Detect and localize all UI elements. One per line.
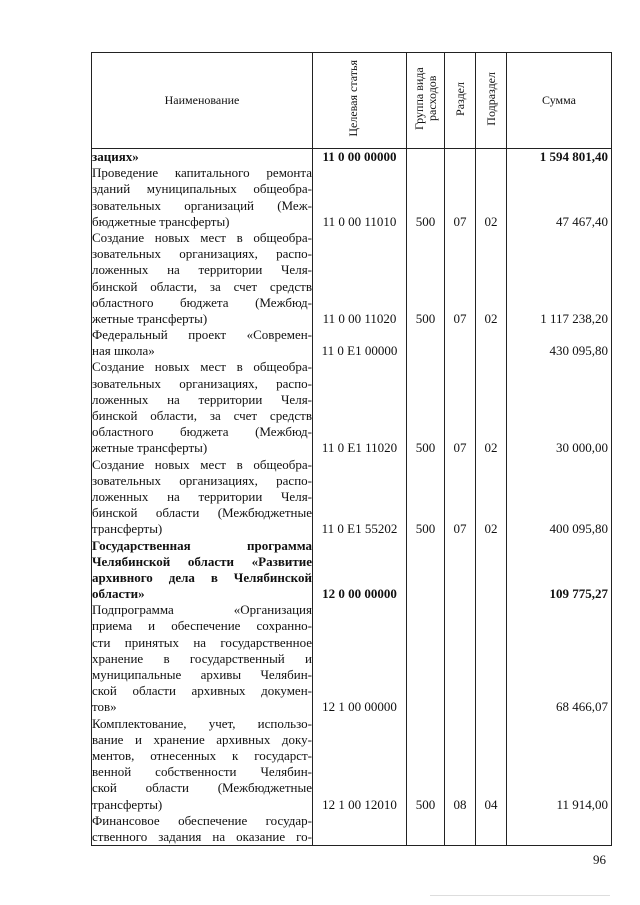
group-cell-empty (407, 262, 444, 278)
target-cell-empty (313, 618, 406, 634)
group-cell-empty (407, 376, 444, 392)
subsection-cell-empty (476, 198, 506, 214)
sum-cell-empty (507, 473, 611, 489)
name-line: Челябинской области «Развитие (92, 553, 312, 569)
sum-cell-empty (507, 424, 611, 440)
sum-cell-empty (507, 505, 611, 521)
name-line: области» (92, 586, 145, 602)
name-line: жетные трансферты) (92, 310, 208, 326)
section-cell-empty (445, 262, 475, 278)
target-cell-empty (313, 359, 406, 375)
name-line: ской области архивных докумен- (92, 683, 312, 699)
group-cell-empty (407, 408, 444, 424)
section-cell-empty (445, 392, 475, 408)
target-cell-empty (313, 813, 406, 829)
sum-cell-empty (507, 780, 611, 796)
group-cell-empty (407, 667, 444, 683)
sum-cell-empty (507, 813, 611, 829)
group-cell-empty (407, 732, 444, 748)
name-line: Создание новых мест в общеобра- (92, 229, 312, 245)
sum-cell-empty (507, 376, 611, 392)
target-cell-empty (313, 424, 406, 440)
header-name: Наименование (92, 53, 313, 149)
target-cell: 11 0 E1 55202 (321, 521, 398, 537)
subsection-cell-empty (476, 651, 506, 667)
name-line: Создание новых мест в общеобра- (92, 359, 312, 375)
sum-cell: 1 117 238,20 (540, 310, 608, 326)
sum-column (507, 149, 612, 846)
name-line: жетные трансферты) (92, 440, 208, 456)
group-cell: 500 (415, 440, 436, 456)
section-cell-empty (445, 327, 475, 343)
section-cell-empty (445, 667, 475, 683)
group-cell-empty (407, 424, 444, 440)
sum-cell-empty (507, 359, 611, 375)
subsection-cell-empty (476, 748, 506, 764)
group-cell (407, 343, 444, 359)
sum-cell-empty (507, 554, 611, 570)
name-line: зовательных организациях, распо- (92, 246, 312, 262)
subsection-cell-empty (476, 424, 506, 440)
target-cell-empty (313, 683, 406, 699)
subsection-cell-empty (476, 570, 506, 586)
section-cell-empty (445, 279, 475, 295)
subsection-cell: 02 (484, 310, 498, 326)
group-cell-empty (407, 683, 444, 699)
header-subsection (476, 53, 507, 149)
sum-cell-empty (507, 295, 611, 311)
section-cell-empty (445, 570, 475, 586)
target-cell: 11 0 00 11020 (322, 310, 397, 326)
header-section (445, 53, 476, 149)
sum-cell-empty (507, 635, 611, 651)
section-cell-empty (445, 764, 475, 780)
name-line: ложенных на территории Челя- (92, 391, 312, 407)
subsection-cell: 04 (484, 796, 498, 812)
target-article-column (313, 149, 407, 846)
subsection-column (476, 149, 507, 846)
group-cell-empty (407, 505, 444, 521)
group-cell-empty (407, 359, 444, 375)
section-cell: 07 (453, 521, 467, 537)
sum-cell-empty (507, 748, 611, 764)
subsection-cell-empty (476, 359, 506, 375)
footer-divider (430, 895, 610, 896)
subsection-cell-empty (476, 716, 506, 732)
name-line: ложенных на территории Челя- (92, 262, 312, 278)
sum-cell-empty (507, 538, 611, 554)
subsection-cell-empty (476, 408, 506, 424)
subsection-cell-empty (476, 505, 506, 521)
name-line: Создание новых мест в общеобра- (92, 456, 312, 472)
sum-cell-empty (507, 764, 611, 780)
sum-cell-empty (507, 181, 611, 197)
header-subsection-label: Подраздел (483, 71, 498, 126)
group-cell (407, 149, 444, 165)
sum-cell-empty (507, 230, 611, 246)
subsection-cell-empty (476, 732, 506, 748)
target-cell-empty (313, 165, 406, 181)
section-column (445, 149, 476, 846)
name-line: бинской области (Межбюджетные (92, 505, 312, 521)
name-line: Государственная программа (92, 537, 312, 553)
subsection-cell-empty (476, 392, 506, 408)
section-cell-empty (445, 376, 475, 392)
subsection-cell-empty (476, 538, 506, 554)
target-cell-empty (313, 570, 406, 586)
target-cell-empty (313, 764, 406, 780)
sum-cell: 430 095,80 (549, 343, 608, 359)
name-line: тов» (92, 699, 117, 715)
sum-cell-empty (507, 829, 611, 845)
section-cell-empty (445, 716, 475, 732)
sum-cell-empty (507, 651, 611, 667)
section-cell-empty (445, 813, 475, 829)
sum-cell: 1 594 801,40 (539, 149, 608, 164)
group-cell-empty (407, 327, 444, 343)
header-sum: Сумма (507, 53, 612, 149)
group-cell-empty (407, 813, 444, 829)
expense-group-column (407, 149, 445, 846)
target-cell: 11 0 E1 11020 (321, 440, 398, 456)
header-expense-group (407, 53, 445, 149)
section-cell-empty (445, 246, 475, 262)
subsection-cell-empty (476, 262, 506, 278)
group-cell-empty (407, 538, 444, 554)
group-cell: 500 (415, 796, 436, 812)
section-cell-empty (445, 198, 475, 214)
name-line: вание и хранение архивных доку- (92, 731, 312, 747)
section-cell-empty (445, 683, 475, 699)
sum-cell: 68 466,07 (556, 699, 608, 715)
name-line: Федеральный проект «Современ- (92, 327, 312, 343)
section-cell: 07 (453, 213, 467, 229)
sum-cell-empty (507, 457, 611, 473)
section-cell-empty (445, 489, 475, 505)
sum-cell-empty (507, 392, 611, 408)
target-cell-empty (313, 780, 406, 796)
group-cell-empty (407, 570, 444, 586)
target-cell-empty (313, 554, 406, 570)
sum-cell-empty (507, 732, 611, 748)
target-cell-empty (313, 538, 406, 554)
section-cell-empty (445, 651, 475, 667)
subsection-cell-empty (476, 376, 506, 392)
section-cell (445, 699, 475, 715)
section-cell-empty (445, 473, 475, 489)
name-line: ная школа» (92, 343, 155, 359)
section-cell-empty (445, 618, 475, 634)
target-cell: 12 0 00 00000 (322, 586, 397, 602)
name-line: Подпрограмма «Организация (92, 602, 312, 618)
group-cell-empty (407, 489, 444, 505)
group-cell (407, 699, 444, 715)
name-column (92, 149, 313, 846)
subsection-cell-empty (476, 181, 506, 197)
section-cell-empty (445, 457, 475, 473)
section-cell-empty (445, 748, 475, 764)
subsection-cell-empty (476, 829, 506, 845)
name-line: ственного задания на оказание го- (92, 828, 312, 844)
name-line: зовательных организациях, распо- (92, 472, 312, 488)
target-cell-empty (313, 667, 406, 683)
header-target-article (313, 53, 407, 149)
section-cell-empty (445, 408, 475, 424)
sum-cell-empty (507, 262, 611, 278)
section-cell-empty (445, 424, 475, 440)
subsection-cell-empty (476, 473, 506, 489)
group-cell-empty (407, 635, 444, 651)
section-cell-empty (445, 181, 475, 197)
target-cell-empty (313, 408, 406, 424)
name-line: муниципальные архивы Челябин- (92, 667, 312, 682)
group-cell-empty (407, 618, 444, 634)
group-cell-empty (407, 748, 444, 764)
sum-cell: 109 775,27 (549, 586, 608, 602)
name-line: трансферты) (92, 796, 163, 812)
subsection-cell-empty (476, 246, 506, 262)
name-line: областного бюджета (Межбюд- (92, 294, 312, 310)
group-cell-empty (407, 279, 444, 295)
group-cell-empty (407, 764, 444, 780)
section-cell: 08 (453, 796, 467, 812)
subsection-cell-empty (476, 667, 506, 683)
target-cell-empty (313, 732, 406, 748)
name-line: архивного дела в Челябинской (92, 569, 312, 585)
sum-cell-empty (507, 246, 611, 262)
target-cell: 12 1 00 12010 (322, 796, 397, 812)
section-cell-empty (445, 230, 475, 246)
sum-cell: 47 467,40 (556, 213, 608, 229)
name-line: бюджетные трансферты) (92, 213, 230, 229)
subsection-cell (476, 699, 506, 715)
subsection-cell-empty (476, 618, 506, 634)
table-header-row (92, 53, 612, 149)
subsection-cell: 02 (484, 521, 498, 537)
group-cell-empty (407, 181, 444, 197)
sum-cell-empty (507, 667, 611, 683)
target-cell-empty (313, 392, 406, 408)
group-cell-empty (407, 246, 444, 262)
target-cell: 11 0 00 11010 (322, 213, 397, 229)
name-line: областного бюджета (Межбюд- (92, 424, 312, 440)
group-cell-empty (407, 829, 444, 845)
subsection-cell-empty (476, 457, 506, 473)
section-cell-empty (445, 635, 475, 651)
target-cell-empty (313, 457, 406, 473)
sum-cell-empty (507, 683, 611, 699)
subsection-cell-empty (476, 295, 506, 311)
target-cell-empty (313, 635, 406, 651)
section-cell-empty (445, 829, 475, 845)
name-line: зациях» (92, 149, 139, 164)
group-cell-empty (407, 554, 444, 570)
group-cell-empty (407, 473, 444, 489)
target-cell-empty (313, 295, 406, 311)
group-cell-empty (407, 295, 444, 311)
sum-cell-empty (507, 408, 611, 424)
name-line: Проведение капитального ремонта (92, 165, 312, 181)
sum-cell-empty (507, 602, 611, 618)
sum-cell: 11 914,00 (556, 796, 608, 812)
section-cell-empty (445, 359, 475, 375)
group-cell-empty (407, 602, 444, 618)
subsection-cell-empty (476, 554, 506, 570)
subsection-cell: 02 (484, 440, 498, 456)
group-cell-empty (407, 651, 444, 667)
target-cell: 12 1 00 00000 (322, 699, 397, 715)
header-section-label: Раздел (452, 81, 467, 116)
group-cell-empty (407, 230, 444, 246)
target-cell-empty (313, 505, 406, 521)
subsection-cell-empty (476, 764, 506, 780)
subsection-cell-empty (476, 780, 506, 796)
section-cell (445, 586, 475, 602)
group-cell: 500 (415, 310, 436, 326)
name-line: трансферты) (92, 521, 163, 537)
header-expense-group-label: Группа вида расходов (411, 67, 439, 130)
page-number: 96 (593, 852, 606, 867)
group-cell: 500 (415, 521, 436, 537)
target-cell-empty (313, 246, 406, 262)
subsection-cell (476, 586, 506, 602)
name-line: зданий муниципальных общеобра- (92, 181, 312, 197)
section-cell-empty (445, 505, 475, 521)
target-cell-empty (313, 602, 406, 618)
section-cell: 07 (453, 310, 467, 326)
target-cell-empty (313, 829, 406, 845)
target-cell-empty (313, 376, 406, 392)
sum-cell: 30 000,00 (556, 440, 608, 456)
subsection-cell: 02 (484, 213, 498, 229)
sum-cell-empty (507, 489, 611, 505)
subsection-cell-empty (476, 489, 506, 505)
header-target-article-label: Целевая статья (345, 60, 360, 137)
group-cell-empty (407, 198, 444, 214)
sum-cell-empty (507, 198, 611, 214)
section-cell-empty (445, 538, 475, 554)
sum-cell-empty (507, 716, 611, 732)
group-cell (407, 586, 444, 602)
subsection-cell (476, 149, 506, 165)
name-line: Финансовое обеспечение государ- (92, 812, 312, 828)
section-cell-empty (445, 732, 475, 748)
sum-cell-empty (507, 618, 611, 634)
section-cell (445, 149, 475, 165)
subsection-cell-empty (476, 279, 506, 295)
target-cell-empty (313, 262, 406, 278)
group-cell-empty (407, 392, 444, 408)
section-cell-empty (445, 602, 475, 618)
budget-table (91, 52, 612, 846)
target-cell: 11 0 00 00000 (322, 149, 397, 164)
target-cell-empty (313, 279, 406, 295)
sum-cell-empty (507, 327, 611, 343)
subsection-cell-empty (476, 327, 506, 343)
sum-cell-empty (507, 570, 611, 586)
section-cell: 07 (453, 440, 467, 456)
target-cell-empty (313, 198, 406, 214)
section-cell-empty (445, 780, 475, 796)
section-cell-empty (445, 554, 475, 570)
target-cell-empty (313, 748, 406, 764)
table-body-row (92, 149, 612, 846)
subsection-cell-empty (476, 635, 506, 651)
group-cell: 500 (415, 213, 436, 229)
target-cell: 11 0 E1 00000 (321, 343, 398, 359)
name-line: ментов, отнесенных к государст- (92, 747, 312, 763)
section-cell-empty (445, 295, 475, 311)
sum-cell-empty (507, 165, 611, 181)
target-cell-empty (313, 181, 406, 197)
name-line: зовательных организациях, распо- (92, 375, 312, 391)
subsection-cell-empty (476, 230, 506, 246)
name-line: сти принятых на государственное (92, 634, 312, 650)
name-line: Комплектование, учет, использо- (92, 715, 312, 731)
group-cell-empty (407, 165, 444, 181)
target-cell-empty (313, 327, 406, 343)
subsection-cell-empty (476, 165, 506, 181)
subsection-cell-empty (476, 683, 506, 699)
name-line: приема и обеспечение сохранно- (92, 618, 312, 634)
group-cell-empty (407, 716, 444, 732)
target-cell-empty (313, 716, 406, 732)
subsection-cell-empty (476, 602, 506, 618)
group-cell-empty (407, 457, 444, 473)
target-cell-empty (313, 489, 406, 505)
name-line: венной собственности Челябин- (92, 764, 312, 780)
target-cell-empty (313, 230, 406, 246)
name-line: зовательных организаций (Меж- (92, 197, 312, 213)
subsection-cell (476, 343, 506, 359)
name-line: хранение в государственный и (92, 650, 312, 666)
group-cell-empty (407, 780, 444, 796)
sum-cell: 400 095,80 (549, 521, 608, 537)
section-cell-empty (445, 165, 475, 181)
name-line: бинской области, за счет средств (92, 278, 312, 294)
subsection-cell-empty (476, 813, 506, 829)
target-cell-empty (313, 651, 406, 667)
target-cell-empty (313, 473, 406, 489)
name-line: ской области (Межбюджетные (92, 780, 312, 796)
name-line: бинской области, за счет средств (92, 408, 312, 423)
sum-cell-empty (507, 279, 611, 295)
name-line: ложенных на территории Челя- (92, 488, 312, 504)
section-cell (445, 343, 475, 359)
